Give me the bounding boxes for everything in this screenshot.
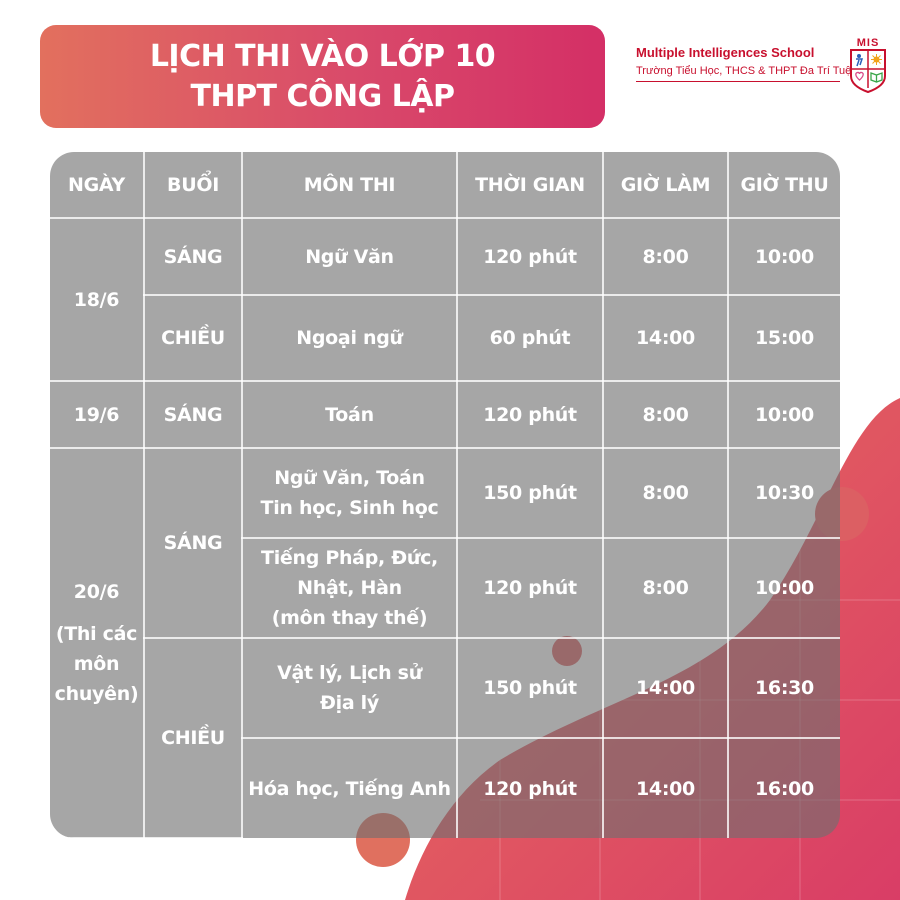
subject-line: Vật lý, Lịch sử	[277, 662, 422, 684]
subject-line: Tin học, Sinh học	[260, 497, 439, 519]
logo-wordmark: MIS	[856, 37, 880, 49]
date-note-line: chuyên)	[54, 683, 139, 705]
subject-cell	[242, 218, 457, 295]
end-time-cell: 10:00	[728, 381, 840, 448]
subject-cell	[242, 638, 457, 738]
session-cell: CHIỀU	[144, 638, 242, 838]
subject-line: Hóa học, Tiếng Anh	[248, 777, 451, 800]
date-cell: 18/6	[50, 218, 144, 381]
subject-cell	[242, 381, 457, 448]
duration-cell: 120 phút	[457, 381, 603, 448]
table-row	[50, 638, 840, 738]
table-row	[50, 295, 840, 381]
duration-cell: 120 phút	[457, 538, 603, 638]
start-time-cell: 8:00	[603, 448, 728, 538]
header-date: NGÀY	[50, 152, 144, 218]
header-session: BUỔI	[144, 152, 242, 218]
date-cell: 19/6	[50, 381, 144, 448]
date-note-line: (Thi các	[55, 623, 138, 645]
duration-cell: 120 phút	[457, 218, 603, 295]
table-row	[50, 448, 840, 538]
duration-cell: 60 phút	[457, 295, 603, 381]
session-cell: SÁNG	[144, 218, 242, 295]
title-banner	[40, 25, 605, 128]
date-value: 20/6	[73, 581, 120, 603]
session-cell: SÁNG	[144, 381, 242, 448]
duration-cell: 150 phút	[457, 638, 603, 738]
header-subject: MÔN THI	[242, 152, 457, 218]
end-time-cell: 15:00	[728, 295, 840, 381]
subject-line: Tiếng Pháp, Đức,	[261, 547, 438, 569]
start-time-cell: 14:00	[603, 738, 728, 838]
start-time-cell: 14:00	[603, 295, 728, 381]
subject-cell	[242, 295, 457, 381]
end-time-cell: 10:00	[728, 538, 840, 638]
table-row	[50, 218, 840, 295]
page-title-line-1: LỊCH THI VÀO LỚP 10	[149, 38, 496, 74]
subject-line: Toán	[325, 403, 374, 426]
table-row	[50, 381, 840, 448]
subject-line: Ngữ Văn, Toán	[274, 467, 425, 489]
page-title-line-2: THPT CÔNG LẬP	[190, 78, 455, 114]
subject-line: (môn thay thế)	[271, 607, 428, 629]
school-logo-icon	[847, 36, 889, 94]
start-time-cell: 8:00	[603, 538, 728, 638]
school-name: Multiple Intelligences School	[636, 45, 815, 60]
header-row	[50, 152, 840, 218]
school-brand	[632, 36, 892, 96]
header-end-time: GIỜ THU	[728, 152, 840, 218]
schedule-grid	[50, 152, 840, 838]
header-start-time: GIỜ LÀM	[603, 152, 728, 218]
date-cell	[50, 448, 144, 838]
date-note-line: môn	[73, 653, 120, 675]
end-time-cell: 10:30	[728, 448, 840, 538]
subject-line: Ngữ Văn	[305, 245, 394, 268]
end-time-cell: 16:00	[728, 738, 840, 838]
start-time-cell: 14:00	[603, 638, 728, 738]
header-duration: THỜI GIAN	[457, 152, 603, 218]
start-time-cell: 8:00	[603, 218, 728, 295]
subject-line: Ngoại ngữ	[296, 327, 403, 349]
subject-line: Địa lý	[320, 692, 379, 714]
duration-cell: 120 phút	[457, 738, 603, 838]
subject-cell	[242, 448, 457, 538]
end-time-cell: 16:30	[728, 638, 840, 738]
subject-cell	[242, 538, 457, 638]
session-cell: CHIỀU	[144, 295, 242, 381]
subject-line: Nhật, Hàn	[297, 577, 402, 599]
brand-divider	[636, 81, 840, 82]
start-time-cell: 8:00	[603, 381, 728, 448]
subject-cell	[242, 738, 457, 838]
end-time-cell: 10:00	[728, 218, 840, 295]
duration-cell: 150 phút	[457, 448, 603, 538]
school-subtitle: Trường Tiểu Học, THCS & THPT Đa Trí Tuệ	[636, 65, 852, 77]
exam-schedule-table	[50, 152, 840, 838]
session-cell: SÁNG	[144, 448, 242, 638]
